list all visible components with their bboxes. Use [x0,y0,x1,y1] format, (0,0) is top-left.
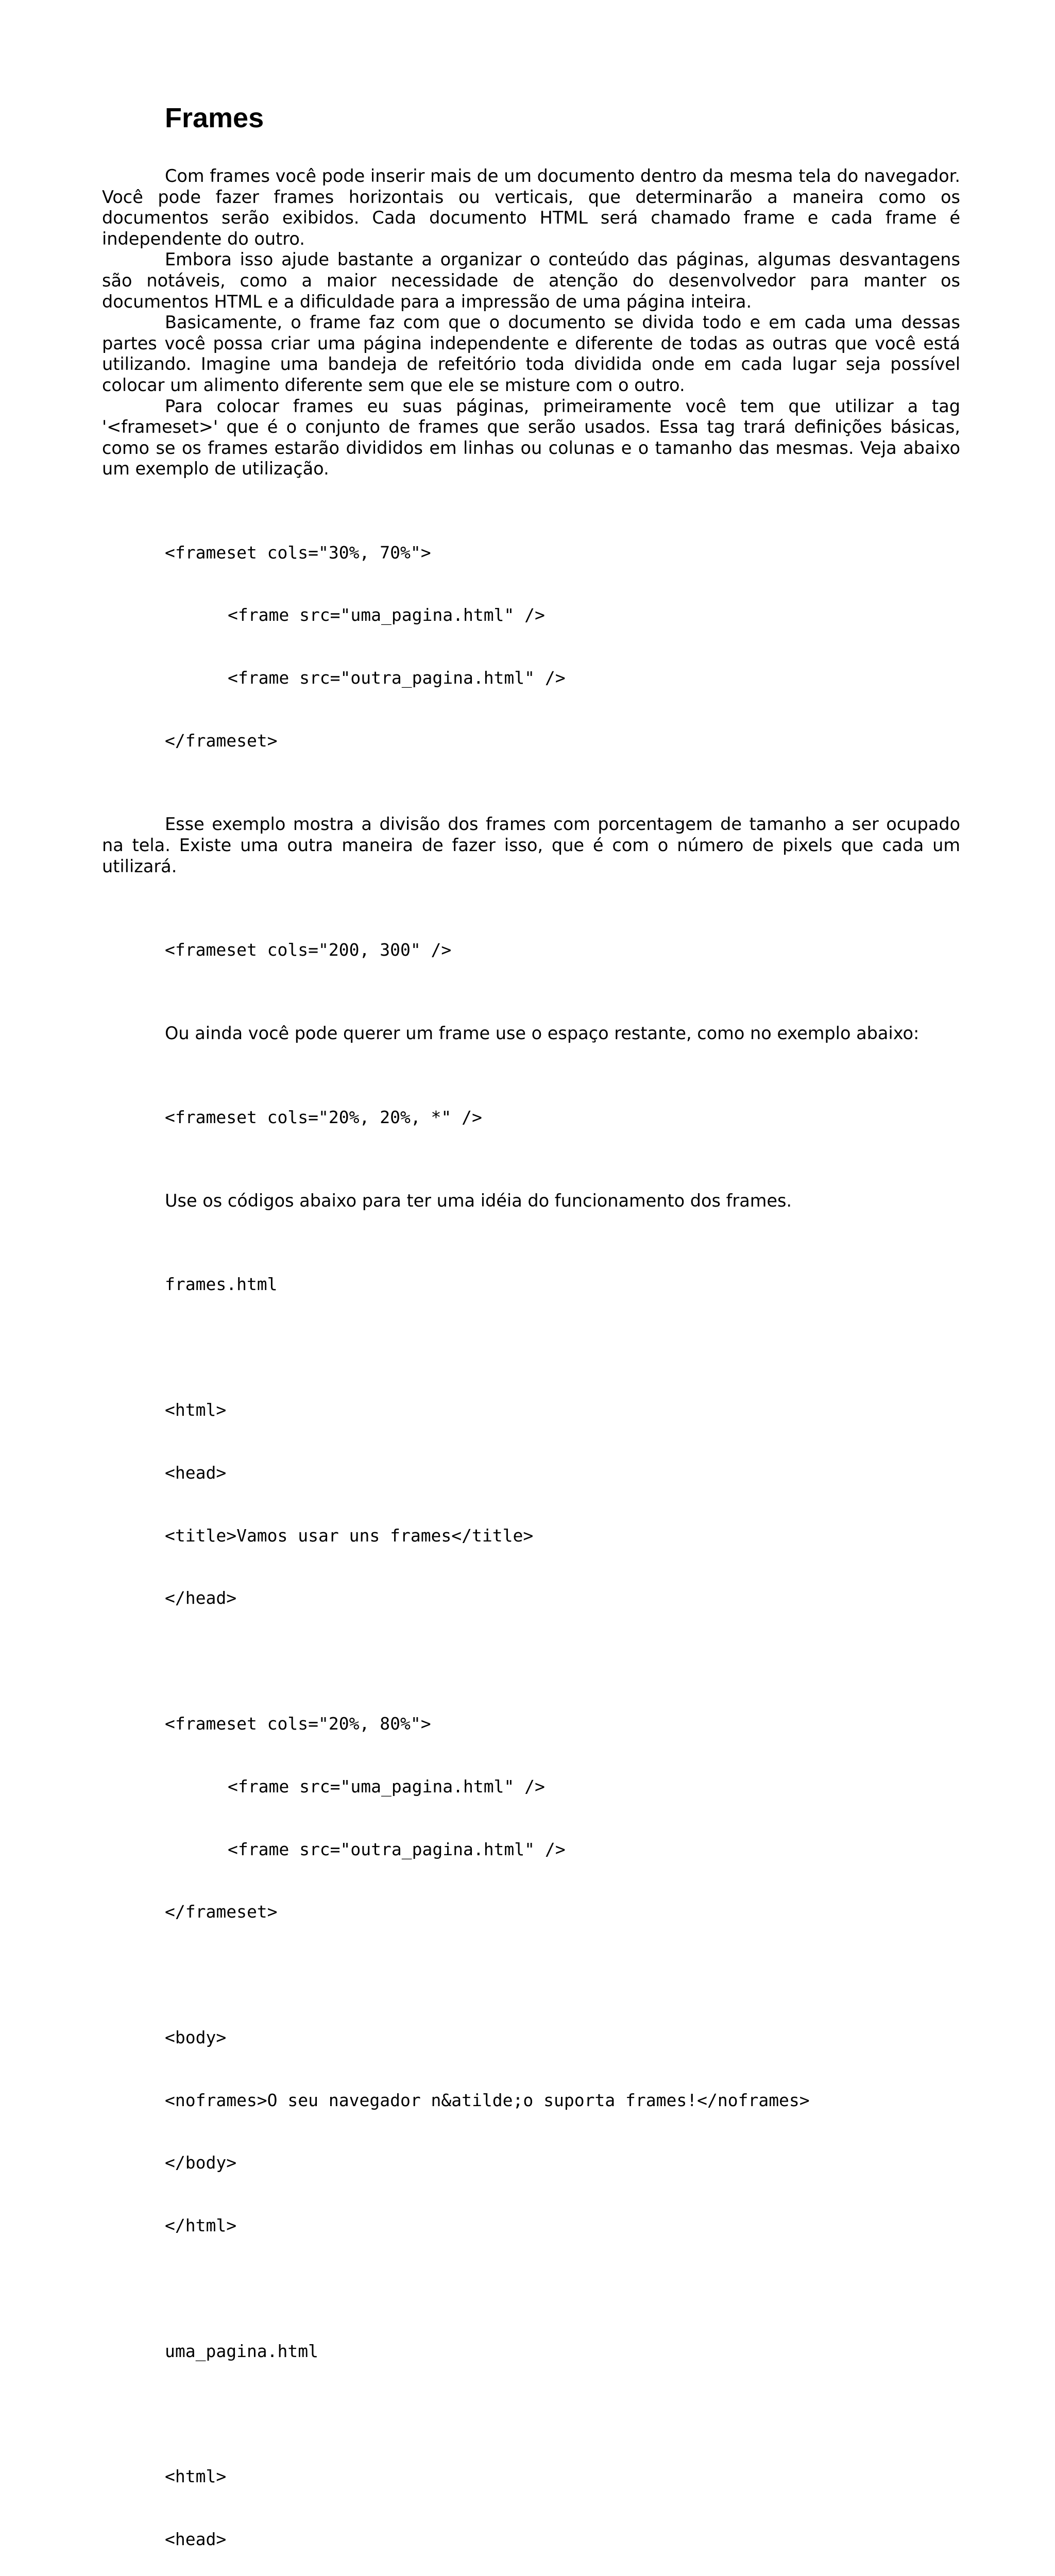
code-line: </body> [165,2153,237,2173]
code-line: <title>Vamos usar uns frames</title> [165,1525,534,1546]
code-line: <head> [165,1462,227,1483]
page-title: Frames [165,103,264,133]
paragraph-intro: Com frames você pode inserir mais de um documento dentro da mesma tela do navegador. Você pode fazer frames horizontais ou verticais, que determinarão a maneira como os documentos serão exibidos. Cada documento HTML será chamado frame e cada frame é independente do outro. [102,166,960,249]
paragraph-percent-example: Esse exemplo mostra a divisão dos frames com porcentagem de tamanho a ser ocupado na tela. Existe uma outra maneira de fazer isso, que é com o número de pixels que cada um utilizará. [102,814,960,876]
code-line: <html> [165,1400,227,1420]
code-line: <frame src="uma_pagina.html" /> [228,605,545,625]
text-use-codes: Use os códigos abaixo para ter uma idéia do funcionamento dos frames. [165,1191,792,1211]
code-frames-frameset [165,1672,960,1964]
code-line: </head> [165,1588,237,1608]
paragraph-frameset-tag: Para colocar frames eu suas páginas, primeiramente você tem que utilizar a tag '<frameset>' que é o conjunto de frames que serão usados. Essa tag trará definições básicas, como se os frames estarão divididos em linhas ou colunas e o tamanho das mesmas. Veja abaixo um exemplo de utilização. [102,396,960,479]
code-line: <frameset cols="30%, 70%"> [165,542,431,563]
code-line: <frame src="uma_pagina.html" /> [228,1776,545,1797]
document-page [102,101,960,2576]
code-filename-frames [165,1232,960,1337]
code-line: <frameset cols="20%, 80%"> [165,1713,431,1734]
code-example-frameset-pixels [165,898,960,1003]
code-line: <frame src="outra_pagina.html" /> [228,1839,566,1859]
code-line: </html> [165,2215,237,2236]
code-line: <noframes>O seu navegador n&atilde;o suporta frames!</noframes> [165,2090,810,2110]
code-uma-pagina-head [165,2425,960,2576]
paragraph-disadvantages: Embora isso ajude bastante a organizar o conteúdo das páginas, algumas desvantagens são notáveis, como a maior necessidade de atenção do desenvolvedor para manter os documentos HTML e a dificuldade para a impressão de uma página inteira. [102,249,960,312]
code-example-frameset-percent [165,501,960,793]
code-line: <body> [165,2027,227,2047]
code-line: </frameset> [165,731,278,751]
text-remaining-space: Ou ainda você pode querer um frame use o espaço restante, como no exemplo abaixo: [165,1023,920,1044]
code-line: <frameset cols="20%, 20%, *" /> [165,1107,482,1127]
code-line: <frameset cols="200, 300" /> [165,939,452,960]
paragraph-basics: Basicamente, o frame faz com que o documento se divida todo e em cada uma dessas partes você possa criar uma página independente e diferente de todas as outras que você está utilizando. Imagine uma bandeja de refeitório toda dividida onde em cada lugar seja possível colocar um alimento diferente sem que ele se misture com o outro. [102,312,960,395]
code-frames-body [165,1986,960,2278]
code-line: <frame src="outra_pagina.html" /> [228,668,566,688]
code-line: </frameset> [165,1902,278,1922]
code-filename: uma_pagina.html [165,2341,319,2361]
code-line: <head> [165,2529,227,2550]
code-line: <html> [165,2466,227,2487]
code-filename-uma-pagina [165,2299,960,2404]
code-example-frameset-star [165,1065,960,1170]
code-filename: frames.html [165,1274,278,1295]
code-frames-head [165,1358,960,1651]
